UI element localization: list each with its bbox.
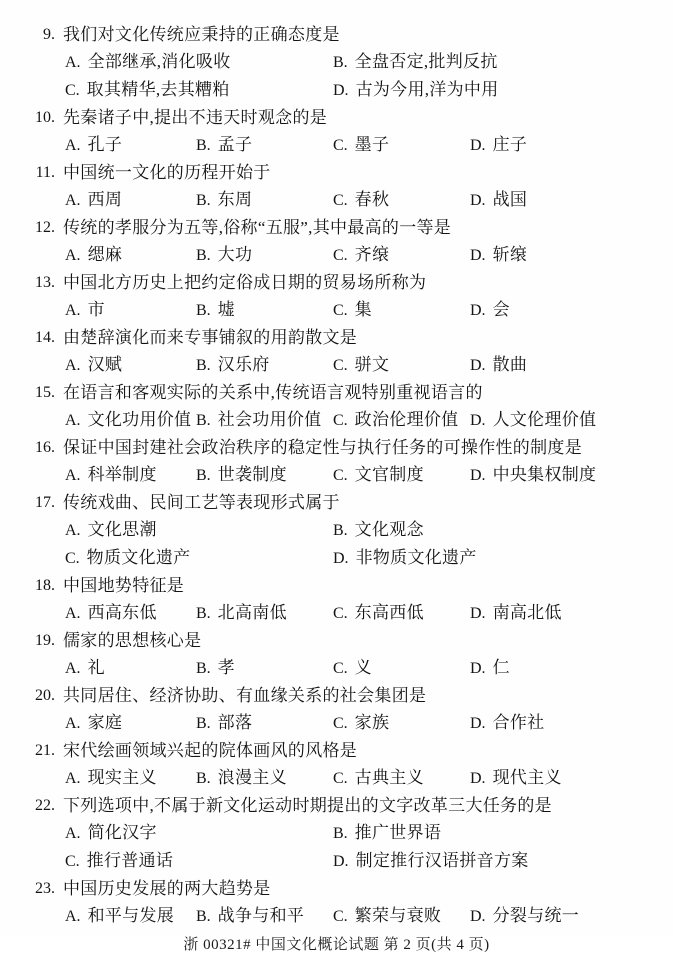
question-title-row — [0, 269, 673, 296]
option-text: 义 — [354, 658, 372, 677]
option-letter: D. — [470, 660, 486, 677]
answer-option — [65, 296, 196, 324]
answer-option — [196, 599, 333, 627]
option-text: 市 — [87, 300, 105, 319]
option-letter: A. — [65, 908, 81, 925]
answer-option — [65, 241, 196, 269]
answer-option — [196, 351, 333, 379]
option-letter: A. — [65, 54, 81, 71]
option-text: 古为今用,洋为中用 — [355, 80, 499, 99]
option-text: 全部继承,消化吸收 — [87, 52, 231, 71]
option-text: 中央集权制度 — [492, 465, 597, 484]
option-text: 部落 — [217, 713, 253, 732]
question-number: 20. — [35, 687, 55, 704]
answer-option — [65, 406, 196, 434]
question-block — [0, 324, 673, 379]
answer-option — [65, 48, 333, 76]
answer-option — [470, 654, 673, 682]
question-options — [65, 654, 673, 682]
question-options — [65, 296, 673, 324]
answer-option — [196, 406, 333, 434]
option-text: 世袭制度 — [217, 465, 287, 484]
question-title-row — [0, 21, 673, 48]
option-letter: A. — [65, 357, 81, 374]
option-text: 战争与和平 — [217, 906, 305, 925]
answer-option — [65, 131, 196, 159]
question-number: 10. — [35, 109, 55, 126]
answer-option — [333, 131, 470, 159]
question-options — [65, 709, 673, 737]
question-block — [0, 682, 673, 737]
option-letter: B. — [196, 770, 211, 787]
option-text: 集 — [354, 300, 372, 319]
option-letter: B. — [196, 137, 211, 154]
question-title-row — [0, 682, 673, 709]
answer-option — [333, 902, 470, 930]
answer-option — [470, 461, 673, 489]
option-letter: C. — [333, 715, 348, 732]
option-letter: A. — [65, 770, 81, 787]
question-text: 中国北方历史上把约定俗成日期的贸易场所称为 — [63, 273, 427, 292]
answer-option — [470, 599, 673, 627]
option-text: 汉乐府 — [217, 355, 270, 374]
question-number: 21. — [35, 742, 55, 759]
option-letter: C. — [333, 467, 348, 484]
option-text: 全盘否定,批判反抗 — [354, 52, 498, 71]
answer-option — [196, 296, 333, 324]
option-letter: C. — [333, 192, 348, 209]
answer-option — [196, 902, 333, 930]
option-text: 墨子 — [354, 135, 390, 154]
option-letter: A. — [65, 412, 81, 429]
option-text: 取其精华,去其糟粕 — [86, 80, 230, 99]
option-text: 礼 — [87, 658, 105, 677]
option-text: 会 — [492, 300, 510, 319]
option-letter: C. — [333, 908, 348, 925]
question-number: 15. — [35, 384, 55, 401]
option-text: 文化观念 — [354, 520, 424, 539]
option-letter: C. — [333, 137, 348, 154]
option-text: 骈文 — [354, 355, 390, 374]
option-letter: A. — [65, 137, 81, 154]
option-text: 孝 — [217, 658, 235, 677]
option-letter: A. — [65, 825, 81, 842]
option-text: 非物质文化遗产 — [355, 548, 477, 567]
option-letter: B. — [196, 247, 211, 264]
answer-option — [196, 241, 333, 269]
question-number: 14. — [35, 329, 55, 346]
answer-option — [470, 186, 673, 214]
question-title-row — [0, 792, 673, 819]
option-text: 仁 — [492, 658, 510, 677]
question-block — [0, 379, 673, 434]
question-number: 13. — [35, 274, 55, 291]
option-text: 汉赋 — [87, 355, 123, 374]
question-text: 由楚辞演化而来专事铺叙的用韵散文是 — [63, 328, 358, 347]
answer-option — [470, 406, 673, 434]
option-letter: C. — [333, 605, 348, 622]
answer-option — [333, 847, 673, 875]
option-letter: B. — [196, 302, 211, 319]
question-number: 11. — [35, 164, 55, 181]
question-title-row — [0, 104, 673, 131]
option-letter: B. — [196, 605, 211, 622]
question-title-row — [0, 379, 673, 406]
question-options — [65, 902, 673, 930]
question-text: 保证中国封建社会政治秩序的稳定性与执行任务的可操作性的制度是 — [63, 438, 582, 457]
question-text: 儒家的思想核心是 — [63, 631, 202, 650]
question-text: 先秦诸子中,提出不违天时观念的是 — [63, 108, 328, 127]
option-text: 大功 — [217, 245, 253, 264]
question-number: 22. — [35, 797, 55, 814]
option-letter: D. — [470, 412, 486, 429]
question-block — [0, 214, 673, 269]
option-letter: A. — [65, 605, 81, 622]
answer-option — [333, 599, 470, 627]
option-letter: B. — [333, 522, 348, 539]
question-block — [0, 737, 673, 792]
option-text: 东周 — [217, 190, 253, 209]
option-letter: C. — [333, 770, 348, 787]
answer-option — [470, 351, 673, 379]
option-letter: D. — [470, 302, 486, 319]
answer-option — [65, 351, 196, 379]
option-letter: D. — [470, 467, 486, 484]
option-text: 南高北低 — [492, 603, 562, 622]
question-block — [0, 792, 673, 875]
answer-option — [65, 516, 333, 544]
option-letter: D. — [470, 357, 486, 374]
question-block — [0, 434, 673, 489]
option-text: 东高西低 — [354, 603, 424, 622]
question-title-row — [0, 489, 673, 516]
answer-option — [333, 709, 470, 737]
option-text: 散曲 — [492, 355, 528, 374]
question-text: 中国历史发展的两大趋势是 — [63, 879, 271, 898]
answer-option — [65, 461, 196, 489]
option-letter: D. — [470, 192, 486, 209]
answer-option — [470, 764, 673, 792]
option-letter: B. — [196, 660, 211, 677]
option-text: 缌麻 — [87, 245, 123, 264]
question-title-row — [0, 324, 673, 351]
option-text: 政治伦理价值 — [354, 410, 459, 429]
option-text: 分裂与统一 — [492, 906, 580, 925]
question-number: 16. — [35, 439, 55, 456]
answer-option — [333, 186, 470, 214]
option-letter: C. — [65, 82, 80, 99]
question-title-row — [0, 214, 673, 241]
answer-option — [65, 819, 333, 847]
answer-option — [65, 76, 333, 104]
answer-option — [333, 654, 470, 682]
question-options — [65, 406, 673, 434]
option-letter: A. — [65, 522, 81, 539]
answer-option — [333, 461, 470, 489]
option-text: 制定推行汉语拼音方案 — [355, 851, 529, 870]
answer-option — [333, 351, 470, 379]
answer-option — [333, 516, 673, 544]
option-text: 现实主义 — [87, 768, 157, 787]
option-letter: B. — [333, 54, 348, 71]
answer-option — [196, 131, 333, 159]
question-number: 9. — [43, 26, 55, 43]
option-letter: D. — [470, 715, 486, 732]
answer-option — [65, 902, 196, 930]
option-letter: C. — [333, 660, 348, 677]
option-text: 孔子 — [87, 135, 123, 154]
question-title-row — [0, 572, 673, 599]
page-footer: 浙 00321# 中国文化概论试题 第 2 页(共 4 页) — [183, 937, 490, 953]
option-letter: B. — [196, 192, 211, 209]
answer-option — [65, 599, 196, 627]
question-text: 共同居住、经济协助、有血缘关系的社会集团是 — [63, 686, 427, 705]
question-options — [65, 241, 673, 269]
answer-option — [333, 241, 470, 269]
option-letter: D. — [470, 770, 486, 787]
option-text: 家庭 — [87, 713, 123, 732]
answer-option — [196, 461, 333, 489]
option-letter: B. — [196, 908, 211, 925]
option-text: 庄子 — [492, 135, 528, 154]
question-block — [0, 572, 673, 627]
option-letter: B. — [196, 412, 211, 429]
question-text: 传统的孝服分为五等,俗称“五服”,其中最高的一等是 — [63, 218, 452, 237]
answer-option — [470, 709, 673, 737]
option-text: 繁荣与衰败 — [354, 906, 442, 925]
answer-option — [333, 296, 470, 324]
option-text: 春秋 — [354, 190, 390, 209]
option-letter: D. — [470, 247, 486, 264]
question-text: 传统戏曲、民间工艺等表现形式属于 — [63, 493, 340, 512]
answer-option — [470, 902, 673, 930]
option-text: 现代主义 — [492, 768, 562, 787]
answer-option — [196, 654, 333, 682]
question-options — [65, 764, 673, 792]
question-block — [0, 875, 673, 930]
option-text: 文化思潮 — [87, 520, 157, 539]
answer-option — [333, 48, 673, 76]
answer-option — [196, 709, 333, 737]
option-text: 家族 — [354, 713, 390, 732]
option-letter: D. — [333, 853, 349, 870]
option-letter: A. — [65, 467, 81, 484]
answer-option — [196, 764, 333, 792]
question-block — [0, 159, 673, 214]
answer-option — [333, 764, 470, 792]
option-letter: D. — [333, 550, 349, 567]
option-text: 孟子 — [217, 135, 253, 154]
option-text: 推行普通话 — [86, 851, 174, 870]
question-number: 18. — [35, 577, 55, 594]
option-letter: D. — [470, 137, 486, 154]
option-text: 齐缞 — [354, 245, 390, 264]
question-text: 宋代绘画领域兴起的院体画风的风格是 — [63, 741, 358, 760]
answer-option — [333, 819, 673, 847]
question-options — [65, 461, 673, 489]
option-letter: C. — [333, 302, 348, 319]
answer-option — [65, 544, 333, 572]
question-options — [65, 131, 673, 159]
answer-option — [333, 76, 673, 104]
question-text: 在语言和客观实际的关系中,传统语言观特别重视语言的 — [63, 383, 483, 402]
option-letter: A. — [65, 660, 81, 677]
answer-option — [65, 654, 196, 682]
option-text: 战国 — [492, 190, 528, 209]
option-text: 文官制度 — [354, 465, 424, 484]
option-letter: A. — [65, 247, 81, 264]
option-letter: A. — [65, 192, 81, 209]
option-text: 简化汉字 — [87, 823, 157, 842]
option-letter: C. — [333, 247, 348, 264]
option-letter: B. — [196, 357, 211, 374]
option-letter: C. — [65, 853, 80, 870]
answer-option — [470, 131, 673, 159]
question-title-row — [0, 627, 673, 654]
question-block — [0, 489, 673, 572]
question-text: 下列选项中,不属于新文化运动时期提出的文字改革三大任务的是 — [63, 796, 552, 815]
question-title-row — [0, 737, 673, 764]
option-letter: B. — [333, 825, 348, 842]
option-letter: D. — [470, 908, 486, 925]
option-text: 浪漫主义 — [217, 768, 287, 787]
option-letter: D. — [470, 605, 486, 622]
answer-option — [470, 241, 673, 269]
option-text: 合作社 — [492, 713, 545, 732]
option-text: 北高南低 — [217, 603, 287, 622]
question-title-row — [0, 159, 673, 186]
answer-option — [65, 186, 196, 214]
option-text: 古典主义 — [354, 768, 424, 787]
answer-option — [470, 296, 673, 324]
option-letter: A. — [65, 715, 81, 732]
question-options — [65, 599, 673, 627]
option-text: 西高东低 — [87, 603, 157, 622]
option-text: 斩缞 — [492, 245, 528, 264]
answer-option — [196, 186, 333, 214]
question-title-row — [0, 434, 673, 461]
option-letter: D. — [333, 82, 349, 99]
option-text: 西周 — [87, 190, 123, 209]
question-number: 19. — [35, 632, 55, 649]
option-letter: C. — [333, 357, 348, 374]
question-number: 12. — [35, 219, 55, 236]
option-text: 文化功用价值 — [87, 410, 192, 429]
question-number: 23. — [35, 880, 55, 897]
answer-option — [65, 709, 196, 737]
question-title-row — [0, 875, 673, 902]
question-options — [65, 186, 673, 214]
option-text: 社会功用价值 — [217, 410, 322, 429]
option-text: 科举制度 — [87, 465, 157, 484]
option-text: 物质文化遗产 — [86, 548, 191, 567]
option-text: 墟 — [217, 300, 235, 319]
answer-option — [333, 544, 673, 572]
answer-option — [65, 764, 196, 792]
option-letter: C. — [333, 412, 348, 429]
question-number: 17. — [35, 494, 55, 511]
option-letter: B. — [196, 715, 211, 732]
question-text: 中国统一文化的历程开始于 — [63, 163, 271, 182]
option-letter: C. — [65, 550, 80, 567]
question-list — [0, 21, 673, 930]
question-block — [0, 21, 673, 104]
option-letter: B. — [196, 467, 211, 484]
question-text: 我们对文化传统应秉持的正确态度是 — [63, 25, 340, 44]
answer-option — [65, 847, 333, 875]
question-options — [65, 819, 673, 875]
question-options — [65, 516, 673, 572]
option-text: 人文伦理价值 — [492, 410, 597, 429]
question-block — [0, 269, 673, 324]
question-options — [65, 351, 673, 379]
option-text: 和平与发展 — [87, 906, 175, 925]
question-block — [0, 104, 673, 159]
option-letter: A. — [65, 302, 81, 319]
question-block — [0, 627, 673, 682]
question-options — [65, 48, 673, 104]
answer-option — [333, 406, 470, 434]
option-text: 推广世界语 — [354, 823, 442, 842]
question-text: 中国地势特征是 — [63, 576, 185, 595]
